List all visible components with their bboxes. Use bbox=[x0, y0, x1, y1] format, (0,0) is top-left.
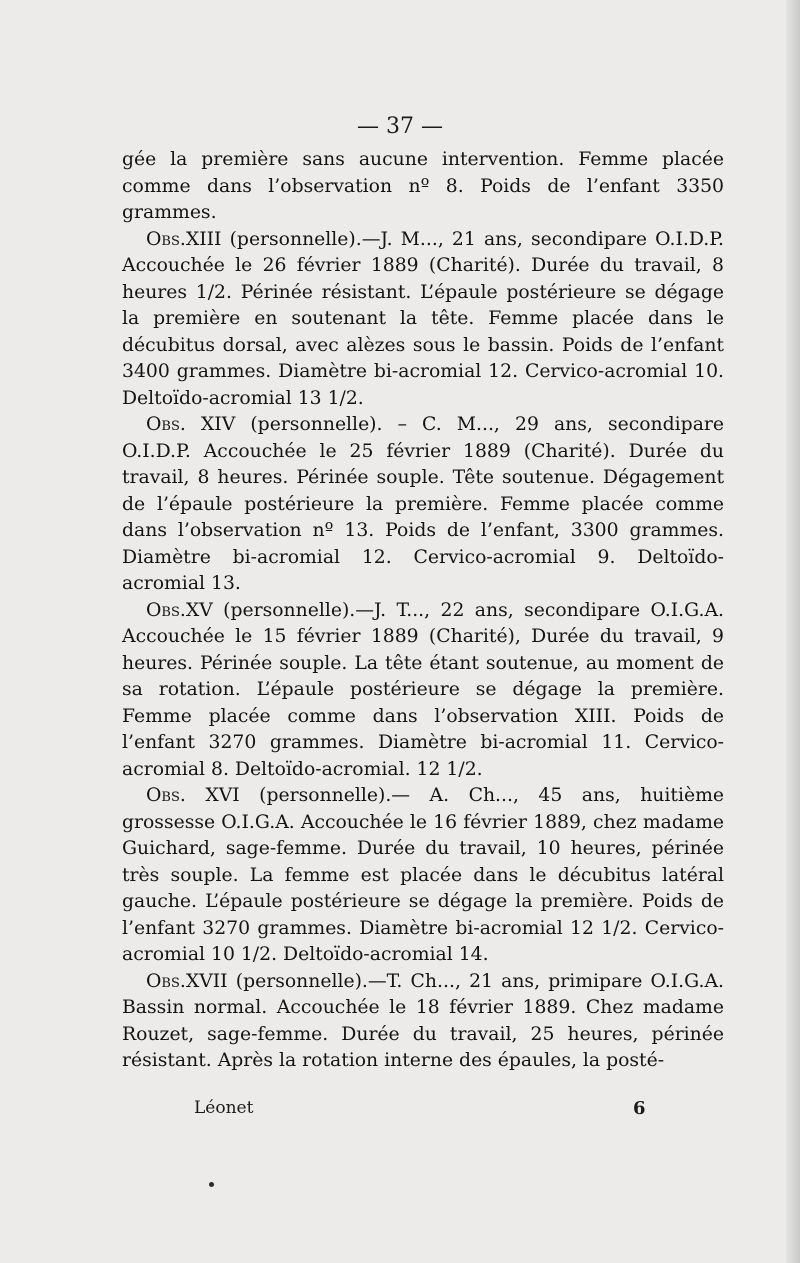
observation-label: Obs. bbox=[146, 414, 186, 435]
body-text bbox=[122, 147, 724, 1075]
observation-text: XIII (personnelle).—J. M..., 21 ans, secondipare O.I.D.P. Accouchée le 26 février 1889 (Charité). Durée du travail, 8 heures 1/2. Périnée résistant. L’épaule postérieure se dégage la première en soutenant la tête. Femme placée dans le décubitus dorsal, avec alèzes sous le bassin. Poids de l’enfant 3400 grammes. Diamètre bi-acromial 12. Cervico-acromial 10. Deltoïdo-acromial 13 1/2. bbox=[122, 228, 724, 409]
observation-xvi bbox=[122, 783, 724, 969]
paragraph-continuation bbox=[122, 147, 724, 227]
observation-label: Obs. bbox=[146, 970, 186, 992]
footer-author: Léonet bbox=[194, 1098, 254, 1118]
observation-xiii bbox=[122, 227, 724, 413]
observation-label: Obs. bbox=[146, 599, 186, 621]
observation-text: XVII (personnelle).—T. Ch..., 21 ans, primipare O.I.G.A. Bassin normal. Accouchée le 18 février 1889. Chez madame Rouzet, sage-femme. Durée du travail, 25 heures, périnée résistant. Après la rotation interne des épaules, la posté- bbox=[122, 970, 724, 1071]
observation-text: XIV (personnelle). – C. M..., 29 ans, secondipare O.I.D.P. Accouchée le 25 février 1889 (Charité). Durée du travail, 8 heures. Périnée souple. Tête soutenue. Dégagement de l’épaule postérieure la première. Femme placée comme dans l’observation nº 13. Poids de l’enfant, 3300 grammes. Diamètre bi-acromial 12. Cervico-acromial 9. Deltoïdo-acromial 13. bbox=[122, 414, 724, 594]
observation-xiv bbox=[122, 412, 724, 598]
observation-xvii bbox=[122, 969, 724, 1075]
ink-speck bbox=[209, 1182, 214, 1187]
page-number: — 37 — bbox=[357, 114, 443, 139]
observation-label: Obs. bbox=[146, 228, 186, 250]
paragraph-text: gée la première sans aucune intervention. Femme placée comme dans l’observation nº 8. Poids de l’enfant 3350 grammes. bbox=[122, 149, 724, 223]
observation-label: Obs. bbox=[146, 785, 186, 806]
observation-xv bbox=[122, 598, 724, 784]
page-spine-shadow bbox=[786, 0, 800, 1263]
footer-signature-mark: 6 bbox=[633, 1098, 646, 1119]
observation-text: XV (personnelle).—J. T..., 22 ans, secondipare O.I.G.A. Accouchée le 15 février 1889 (Charité), Durée du travail, 9 heures. Périnée souple. La tête étant soutenue, au moment de sa rotation. L’épaule postérieure se dégage la première. Femme placée comme dans l’observation XIII. Poids de l’enfant 3270 grammes. Diamètre bi-acromial 11. Cervico-acromial 8. Deltoïdo-acromial. 12 1/2. bbox=[122, 599, 724, 780]
observation-text: XVI (personnelle).— A. Ch..., 45 ans, huitième grossesse O.I.G.A. Accouchée le 16 février 1889, chez madame Guichard, sage-femme. Durée du travail, 10 heures, périnée très souple. La femme est placée dans le décubitus latéral gauche. L’épaule postérieure se dégage la première. Poids de l’enfant 3270 grammes. Diamètre bi-acromial 12 1/2. Cervico-acromial 10 1/2. Deltoïdo-acromial 14. bbox=[122, 785, 724, 965]
